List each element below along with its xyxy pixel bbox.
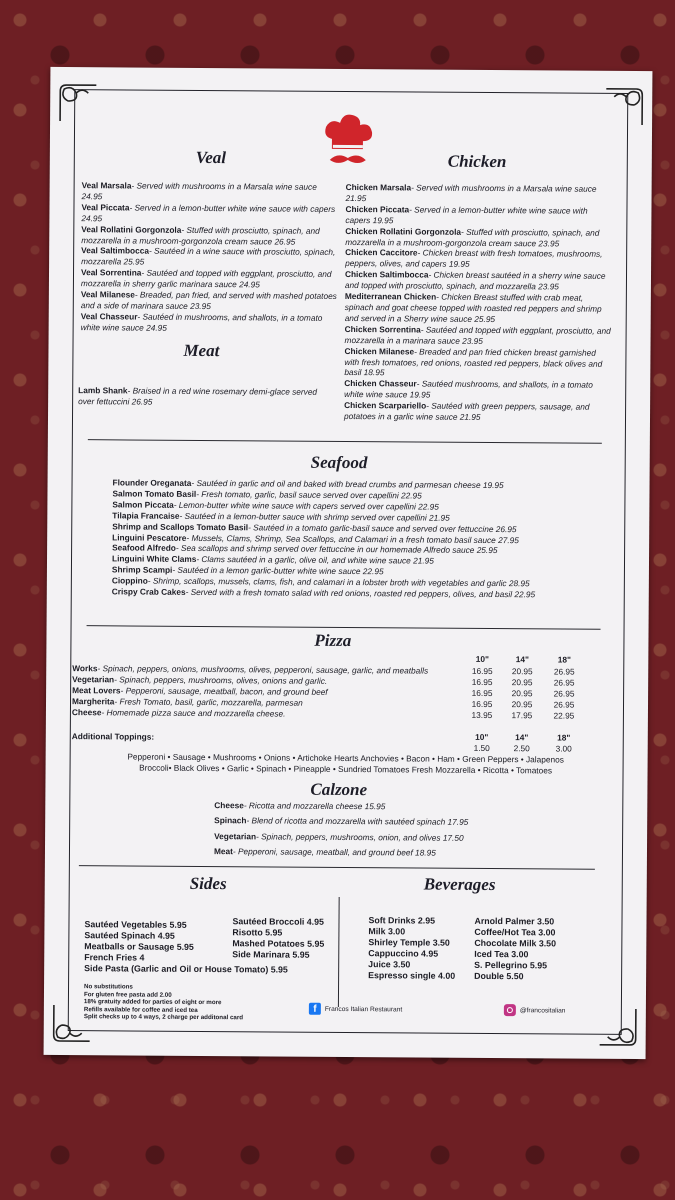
beverage-item: Arnold Palmer 3.50 <box>474 915 555 927</box>
veal-list <box>81 180 340 334</box>
menu-item-name: Meat <box>213 846 233 857</box>
veal-heading: Veal <box>195 147 227 168</box>
menu-item-description: - Sautéed and topped with eggplant, prosciutto, and mozzarella in a marinara sauce 23.95 <box>344 324 611 346</box>
menu-item-description: - Sautéed mushrooms, and shallots, in a tomato white wine sauce 19.95 <box>344 378 593 400</box>
menu-item-name: Chicken Sorrentina <box>344 323 421 335</box>
menu-item-name: Chicken Saltimbocca <box>344 269 429 280</box>
menu-item <box>78 385 318 408</box>
calzone-list <box>214 798 534 862</box>
menu-item-description: - Lemon-butter white wine sauce with capers served over capellini 22.95 <box>173 499 439 512</box>
menu-item-name: Cheese <box>71 706 102 717</box>
menu-item-name: Veal Piccata <box>81 201 130 213</box>
menu-item-name: Crispy Crab Cakes <box>111 586 186 597</box>
pizza-size-header: 18" <box>557 654 571 665</box>
facebook-icon: f <box>309 1003 321 1015</box>
pizza-price: 16.95 <box>471 676 493 687</box>
seafood-list <box>112 477 613 600</box>
topping-size-header: 14" <box>515 732 529 743</box>
menu-item <box>81 267 339 291</box>
menu-item-description: - Chicken breast with fresh tomatoes, mushrooms, peppers, olives, and capers 19.95 <box>345 247 603 270</box>
menu-item <box>345 324 613 348</box>
side-item: Sautéed Broccoli 4.95 <box>232 916 324 927</box>
pizza-list <box>72 663 472 720</box>
menu-item-description: - Stuffed with prosciutto, spinach, and mozzarella in a mushroom-gorgonzola cream sauce 23.95 <box>345 226 600 248</box>
additional-toppings-label: Additional Toppings: <box>71 731 155 742</box>
menu-item <box>344 346 612 381</box>
note-line: Refills available for coffee and iced tea <box>83 1005 198 1014</box>
menu-item-name: Shrimp and Scallops Tomato Basil <box>112 520 249 532</box>
menu-item-description: - Sautéed in a lemon garlic-butter white wine sauce 22.95 <box>172 565 384 577</box>
menu-item-name: Veal Saltimbocca <box>81 245 150 257</box>
side-item: Risotto 5.95 <box>232 927 283 938</box>
menu-item-description: - Spinach, peppers, mushrooms, olives, onions and garlic. <box>114 674 328 686</box>
side-pasta: Side Pasta (Garlic and Oil or House Tomato) 5.95 <box>84 963 288 975</box>
beverage-item: Shirley Temple 3.50 <box>368 936 450 948</box>
sides-column-2 <box>232 916 372 961</box>
menu-item-description: - Fresh tomato, garlic, basil sauce served over capellini 22.95 <box>196 488 422 501</box>
menu-item-name: Meat Lovers <box>72 684 121 696</box>
sides-column-1 <box>84 919 244 964</box>
menu-item <box>81 289 339 313</box>
pizza-price: 20.95 <box>511 698 533 709</box>
menu-item-name: Veal Rollatini Gorgonzola <box>81 223 182 235</box>
menu-item-name: Chicken Marsala <box>345 181 412 193</box>
side-item: Meatballs or Sausage 5.95 <box>84 940 194 952</box>
top-left-ornament-icon <box>56 81 100 125</box>
menu-item-description: - Sautéed with green peppers, sausage, and potatoes in a garlic wine sauce 21.95 <box>343 400 590 422</box>
pizza-price: 20.95 <box>511 687 533 699</box>
facebook-name: Francos Italian Restaurant <box>324 1005 403 1013</box>
pizza-price: 20.95 <box>511 677 533 688</box>
topping-price: 2.50 <box>513 743 530 754</box>
menu-item-description: - Breaded, pan fried, and served with mashed potatoes and a side of marinara sauce 23.95 <box>80 289 337 312</box>
topping-price: 1.50 <box>473 742 490 753</box>
menu-item-description: - Blend of ricotta and mozzarella with sautéed spinach 17.95 <box>246 815 469 828</box>
pizza-price: 17.95 <box>511 709 533 720</box>
menu-notes <box>84 983 314 1023</box>
menu-item-description: - Spinach, peppers, onions, mushrooms, olives, pepperoni, sausage, garlic, and meatballs <box>97 663 429 676</box>
beverage-item: Milk 3.00 <box>368 926 406 937</box>
menu-item <box>82 180 340 204</box>
beverage-item: Soft Drinks 2.95 <box>368 915 436 926</box>
note-line: No substitutions <box>84 983 133 991</box>
menu-item-description: - Fresh Tomato, basil, garlic, mozzarella, parmesan <box>114 696 303 708</box>
menu-item-description: - Homemade pizza sauce and mozzarella cheese. <box>101 706 286 719</box>
menu-item-name: Shrimp Scampi <box>111 564 173 576</box>
menu-item <box>346 182 614 206</box>
menu-item-name: Flounder Oreganata <box>112 477 192 488</box>
menu-item <box>81 202 339 226</box>
pizza-price: 13.95 <box>471 709 493 720</box>
menu-item-description: - Sea scallops and shrimp served over fettuccine in our homemade Alfredo sauce 25.95 <box>175 543 498 556</box>
pizza-price: 26.95 <box>553 666 575 677</box>
menu-item-description: - Sautéed in a tomato garlic-basil sauce and served over fettuccine 26.95 <box>248 521 517 534</box>
meat-list <box>78 385 318 408</box>
beverage-item: S. Pellegrino 5.95 <box>474 959 548 971</box>
beverage-item: Coffee/Hot Tea 3.00 <box>474 926 556 938</box>
menu-item-description: - Spinach, peppers, mushrooms, onion, and olives 17.50 <box>256 831 464 843</box>
menu-item-description: - Mussels, Clams, Shrimp, Sea Scallops, and Calamari in a fresh tomato basil sauce 27.95 <box>186 532 519 545</box>
menu-item-name: Cioppino <box>111 575 148 586</box>
menu-item-name: Salmon Tomato Basil <box>112 488 197 499</box>
note-line: 18% gratuity added for parties of eight or more <box>83 998 222 1007</box>
menu-item <box>344 400 612 424</box>
note-line: Split checks up to 4 ways, 2 charge per additonal card <box>83 1013 244 1022</box>
menu-item-description: - Served with mushrooms in a Marsala wine sauce 24.95 <box>81 180 317 202</box>
pizza-price: 20.95 <box>511 666 533 677</box>
menu-item-name: Veal Chasseur <box>80 311 138 322</box>
side-item: Sautéed Vegetables 5.95 <box>84 919 187 930</box>
menu-item-name: Vegetarian <box>72 673 115 685</box>
seafood-heading: Seafood <box>310 452 368 473</box>
pizza-price: 26.95 <box>553 699 575 710</box>
top-right-ornament-icon <box>602 85 646 129</box>
menu-item-name: Chicken Scarpariello <box>344 400 427 411</box>
instagram-handle: @francositalian <box>519 1006 566 1015</box>
menu-item-name: Veal Sorrentina <box>80 267 142 278</box>
menu-item-name: Chicken Rollatini Gorgonzola <box>345 225 462 237</box>
side-item: Sautéed Spinach 4.95 <box>84 930 175 941</box>
pizza-size-header: 10" <box>475 653 489 664</box>
beverages-heading: Beverages <box>423 874 496 895</box>
menu-item-description: - Sautéed in a lemon-butter sauce with shrimp served over capellini 21.95 <box>179 510 450 523</box>
side-item: French Fries 4 <box>84 951 145 963</box>
menu-item <box>345 247 613 271</box>
chicken-list <box>344 182 614 424</box>
menu-item-description: - Pepperoni, sausage, meatball, and ground beef 18.95 <box>232 846 436 858</box>
menu-item-description: - Chicken breast sautéed in a sherry wine sauce and topped with prosciutto, spinach, and mozzarella 23.95 <box>344 269 606 292</box>
menu-item-name: Veal Marsala <box>81 180 132 191</box>
menu-item-description: - Clams sautéed in a garlic, olive oil, and white wine sauce 21.95 <box>196 554 434 566</box>
menu-item-name: Seafood Alfredo <box>112 542 176 554</box>
menu-item-name: Chicken Milanese <box>344 345 415 357</box>
note-line: For gluten free pasta add 2.00 <box>83 990 172 999</box>
toppings-line-1: Pepperoni • Sausage • Mushrooms • Onions • Artichoke Hearts Anchovies • Bacon • Ham • Green Peppers • Jalapenos <box>127 751 564 765</box>
menu-item-name: Works <box>72 663 98 674</box>
menu-item-name: Salmon Piccata <box>112 499 174 510</box>
beverage-item: Espresso single 4.00 <box>368 969 456 981</box>
menu-item-description: - Braised in a red wine rosemary demi-glace served over fettuccini 26.95 <box>78 385 318 407</box>
pizza-price: 26.95 <box>553 688 575 699</box>
topping-size-header: 18" <box>557 732 571 743</box>
menu-item-name: Cheese <box>214 800 244 811</box>
menu-item-description: - Served in a lemon-butter white wine sauce with capers 19.95 <box>345 204 588 226</box>
bottom-right-ornament-icon <box>596 1005 640 1049</box>
facebook-link[interactable] <box>309 1003 402 1016</box>
menu-item-name: Tilapia Francaise <box>112 510 180 521</box>
instagram-link[interactable] <box>504 1004 566 1016</box>
menu-card <box>44 67 653 1059</box>
pizza-price: 26.95 <box>553 677 575 688</box>
topping-size-header: 10" <box>475 731 489 742</box>
menu-item-name: Chicken Piccata <box>345 203 410 215</box>
beverage-item: Chocolate Milk 3.50 <box>474 937 557 949</box>
menu-item-name: Vegetarian <box>214 830 257 842</box>
menu-item-name: Lamb Shank <box>78 385 128 396</box>
menu-item <box>81 246 339 270</box>
menu-item <box>214 844 534 862</box>
beverage-item: Double 5.50 <box>474 970 524 981</box>
menu-item-description: - Served with mushrooms in a Marsala wine sauce 21.95 <box>345 182 597 204</box>
beverage-item: Juice 3.50 <box>368 958 411 970</box>
side-item: Side Marinara 5.95 <box>232 948 310 960</box>
menu-item-description: - Chicken Breast stuffed with crab meat, spinach and goat cheese topped with roasted red peppers and shrimp and served in a Sherry wine sauce 25.95 <box>344 291 602 324</box>
menu-item-description: - Ricotta and mozzarella cheese 15.95 <box>243 800 386 812</box>
chef-hat-mustache-logo-icon <box>322 113 374 169</box>
menu-item-description: - Breaded and pan fried chicken breast garnished with fresh tomatoes, red onions, roasted red peppers, black olives and basil 18.95 <box>344 346 603 378</box>
calzone-heading: Calzone <box>310 779 368 800</box>
instagram-icon <box>504 1004 516 1016</box>
menu-item <box>345 269 613 293</box>
menu-item-name: Linguini Pescatore <box>112 531 187 543</box>
topping-price: 3.00 <box>555 743 572 754</box>
menu-item-description: - Served with a fresh tomato salad with red onions, roasted red peppers, olives, and basil 22.95 <box>185 586 536 600</box>
pizza-price: 16.95 <box>471 698 493 709</box>
pizza-size-header: 14" <box>515 654 529 665</box>
menu-item-name: Chicken Chasseur <box>344 378 417 389</box>
menu-item-name: Chicken Caccitore <box>345 247 418 258</box>
pizza-price: 16.95 <box>471 687 493 698</box>
pizza-price: 22.95 <box>553 710 575 721</box>
beverage-item: Iced Tea 3.00 <box>474 948 529 959</box>
meat-heading: Meat <box>183 340 220 361</box>
menu-item-description: - Sautéed and topped with eggplant, prosciutto, and mozzarella in sherry garlic marinara sauce 24.95 <box>80 267 332 290</box>
menu-item-name: Veal Milanese <box>80 289 135 300</box>
menu-item-description: - Sautéed in mushrooms, and shallots, in a tomato white wine sauce 24.95 <box>80 311 323 333</box>
menu-item-name: Spinach <box>214 815 247 826</box>
pizza-price: 16.95 <box>471 665 493 677</box>
menu-item <box>345 226 613 250</box>
menu-item-name: Margherita <box>71 695 115 707</box>
beverage-item: Cappuccino 4.95 <box>368 947 439 959</box>
menu-item <box>345 204 613 228</box>
beverages-column-2 <box>474 916 594 982</box>
menu-item-name: Mediterranean Chicken <box>344 291 437 302</box>
menu-item-description: - Sautéed in garlic and oil and baked with bread crumbs and parmesan cheese 19.95 <box>191 477 504 491</box>
menu-item <box>81 311 339 335</box>
toppings-line-2: Broccoli• Black Olives • Garlic • Spinach • Pineapple • Sundried Tomatoes Fresh Mozzarella • Ricotta • Tomatoes <box>139 762 553 776</box>
sides-heading: Sides <box>189 873 227 894</box>
pizza-heading: Pizza <box>314 630 352 651</box>
side-item: Mashed Potatoes 5.95 <box>232 938 325 949</box>
chicken-heading: Chicken <box>447 151 507 172</box>
menu-item-description: - Sautéed in a wine sauce with prosciutto, spinach, mozzarella 25.95 <box>81 246 336 267</box>
menu-item <box>81 224 339 248</box>
menu-item <box>344 378 612 402</box>
menu-item-description: - Shrimp, scallops, mussels, clams, fish, and calamari in a lobster broth with vegetables and garlic 28.95 <box>147 575 530 589</box>
menu-item-description: - Stuffed with prosciutto, spinach, and mozzarella in a mushroom-gorgonzola cream sauce 26.95 <box>81 224 320 247</box>
menu-item-description: - Pepperoni, sausage, meatball, bacon, and ground beef <box>120 685 328 697</box>
menu-item <box>345 291 613 326</box>
menu-item-name: Linguini White Clams <box>111 553 197 565</box>
menu-item-description: - Served in a lemon-butter white wine sauce with capers 24.95 <box>81 202 336 223</box>
beverages-column-1 <box>368 915 478 981</box>
